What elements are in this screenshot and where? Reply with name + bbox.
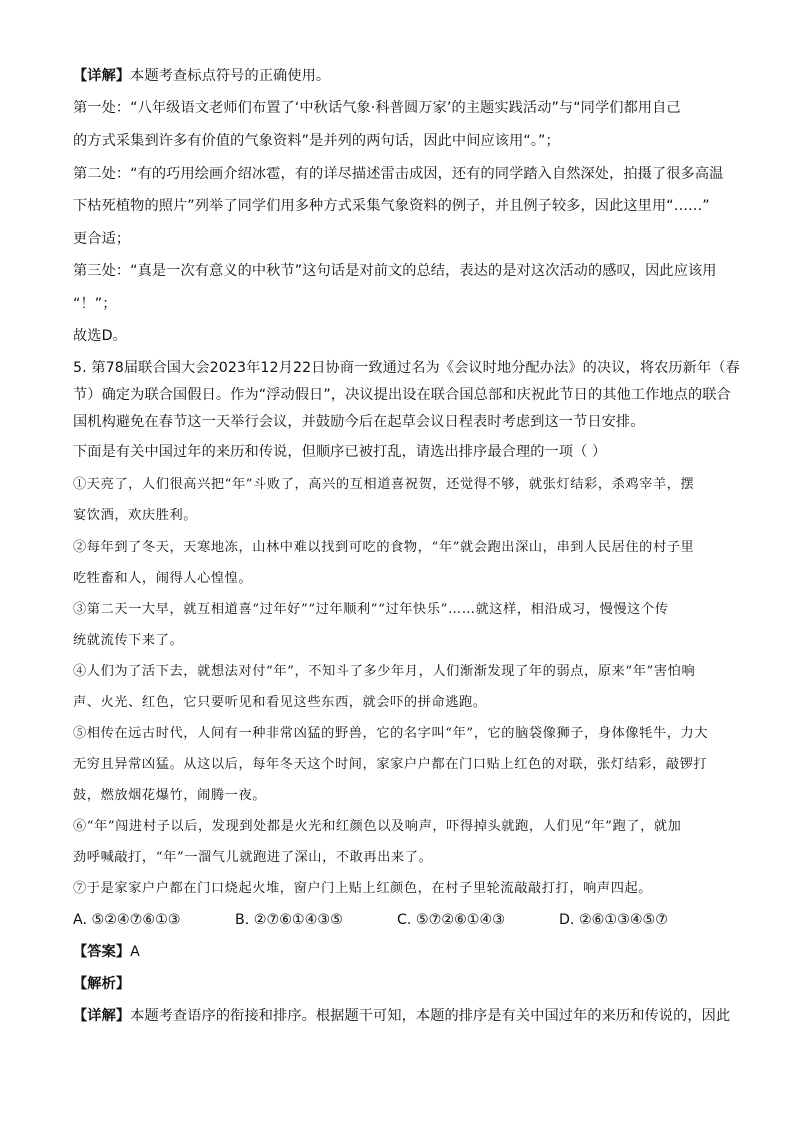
explain-line: 故选D。: [73, 328, 127, 344]
item-line: ③第二天一大早，就互相道喜“过年好”“过年顺利”“过年快乐”……就这样，相沿成习，慢慢这个传: [73, 602, 669, 617]
explain-line: 更合适；: [73, 231, 131, 247]
question-stem-line: 国机构避免在春节这一天举行会议，并鼓励今后在起草会议日程表时考虑到这一节日安排。: [73, 414, 645, 430]
explain-line: 的方式采集到许多有价值的气象资料”是并列的两句话，因此中间应该用“。”；: [73, 133, 560, 149]
explain-line: 第二处：“有的巧用绘画介绍冰雹，有的详尽描述雷击成因，还有的同学踏入自然深处，拍摄了很多高温: [73, 166, 724, 182]
explain-tag: 【详解】: [73, 68, 131, 84]
item-line: ①天亮了，人们很高兴把“年”斗败了，高兴的互相道喜祝贺，还觉得不够，就张灯结彩，杀鸡宰羊，摆: [73, 477, 695, 492]
option-c: C. ⑤⑦②⑥①④③: [397, 912, 505, 928]
option-d: D. ②⑥①③④⑤⑦: [559, 912, 668, 928]
explain-text: 本题考查语序的衔接和排序。根据题干可知，本题的排序是有关中国过年的来历和传说的，因此: [130, 1008, 731, 1024]
item-line: 无穷且异常凶猛。从这以后，每年冬天这个时间，家家户户都在门口贴上红色的对联，张灯结彩，敲锣打: [73, 757, 708, 772]
item-line: 统就流传下来了。: [73, 633, 184, 648]
item-line: 吃牲畜和人，闹得人心惶惶。: [73, 571, 253, 586]
explain-line: 第三处：“真是一次有意义的中秋节”这句话是对前文的总结，表达的是对这次活动的感叹，因此应该用: [73, 263, 717, 279]
item-line: ④人们为了活下去，就想法对付“年”，不知斗了多少年月，人们渐渐发现了年的弱点，原来“年”害怕响: [73, 664, 696, 679]
explain-text: 本题考查标点符号的正确使用。: [130, 68, 331, 84]
explain-line: 下枯死植物的照片”列举了同学们用多种方式采集气象资料的例子，并且例子较多，因此这里用“……”: [73, 198, 710, 214]
explain-line: “！”；: [73, 296, 117, 312]
explain-line: [73, 1006, 733, 1026]
answer-tag: 【答案】: [73, 944, 131, 960]
explain-line: 第一处：“八年级语文老师们布置了‘中秋话气象·科普圆万家’的主题实践活动”与“同学们都用自己: [73, 100, 681, 116]
explain-line: [73, 66, 733, 86]
item-line: 宴饮酒，欢庆胜利。: [73, 508, 198, 523]
item-line: 声、火光、红色，它只要听见和看见这些东西，就会吓的拼命逃跑。: [73, 695, 487, 710]
question-stem-line: 5. 第78届联合国大会2023年12月22日协商一致通过名为《会议时地分配办法》的决议，将农历新年（春: [73, 360, 740, 376]
explain-tag: 【详解】: [73, 1008, 131, 1024]
item-line: 鼓，燃放烟花爆竹，闹腾一夜。: [73, 788, 267, 803]
question-stem-line: 节）确定为联合国假日。作为“浮动假日”，决议提出设在联合国总部和庆祝此节日的其他工作地点的联合: [73, 387, 731, 403]
item-line: ⑥“年”闯进村子以后，发现到处都是火光和红颜色以及响声，吓得掉头就跑，人们见“年”跑了，就加: [73, 819, 682, 834]
option-b: B. ②⑦⑥①④③⑤: [235, 912, 343, 928]
option-a: A. ⑤②④⑦⑥①③: [73, 912, 181, 928]
answer-line: [73, 942, 733, 962]
analysis-tag: 【解析】: [73, 976, 131, 992]
item-line: ②每年到了冬天，天寒地冻，山林中难以找到可吃的食物，“年”就会跑出深山，串到人民居住的村子里: [73, 540, 695, 555]
options-row: [73, 910, 733, 930]
answer-value: A: [130, 944, 140, 960]
item-line: ⑤相传在远古时代，人间有一种非常凶猛的野兽，它的名字叫“年”，它的脑袋像狮子，身体像牦牛，力大: [73, 726, 709, 741]
item-line: ⑦于是家家户户都在门口烧起火堆，窗户门上贴上红颜色，在村子里轮流敲敲打打，响声四起。: [73, 881, 653, 896]
question-stem-line: 下面是有关中国过年的来历和传说，但顺序已被打乱，请选出排序最合理的一项（ ）: [73, 444, 607, 460]
item-line: 劲呼喊敲打，“年”一溜气儿就跑进了深山，不敢再出来了。: [73, 850, 433, 865]
